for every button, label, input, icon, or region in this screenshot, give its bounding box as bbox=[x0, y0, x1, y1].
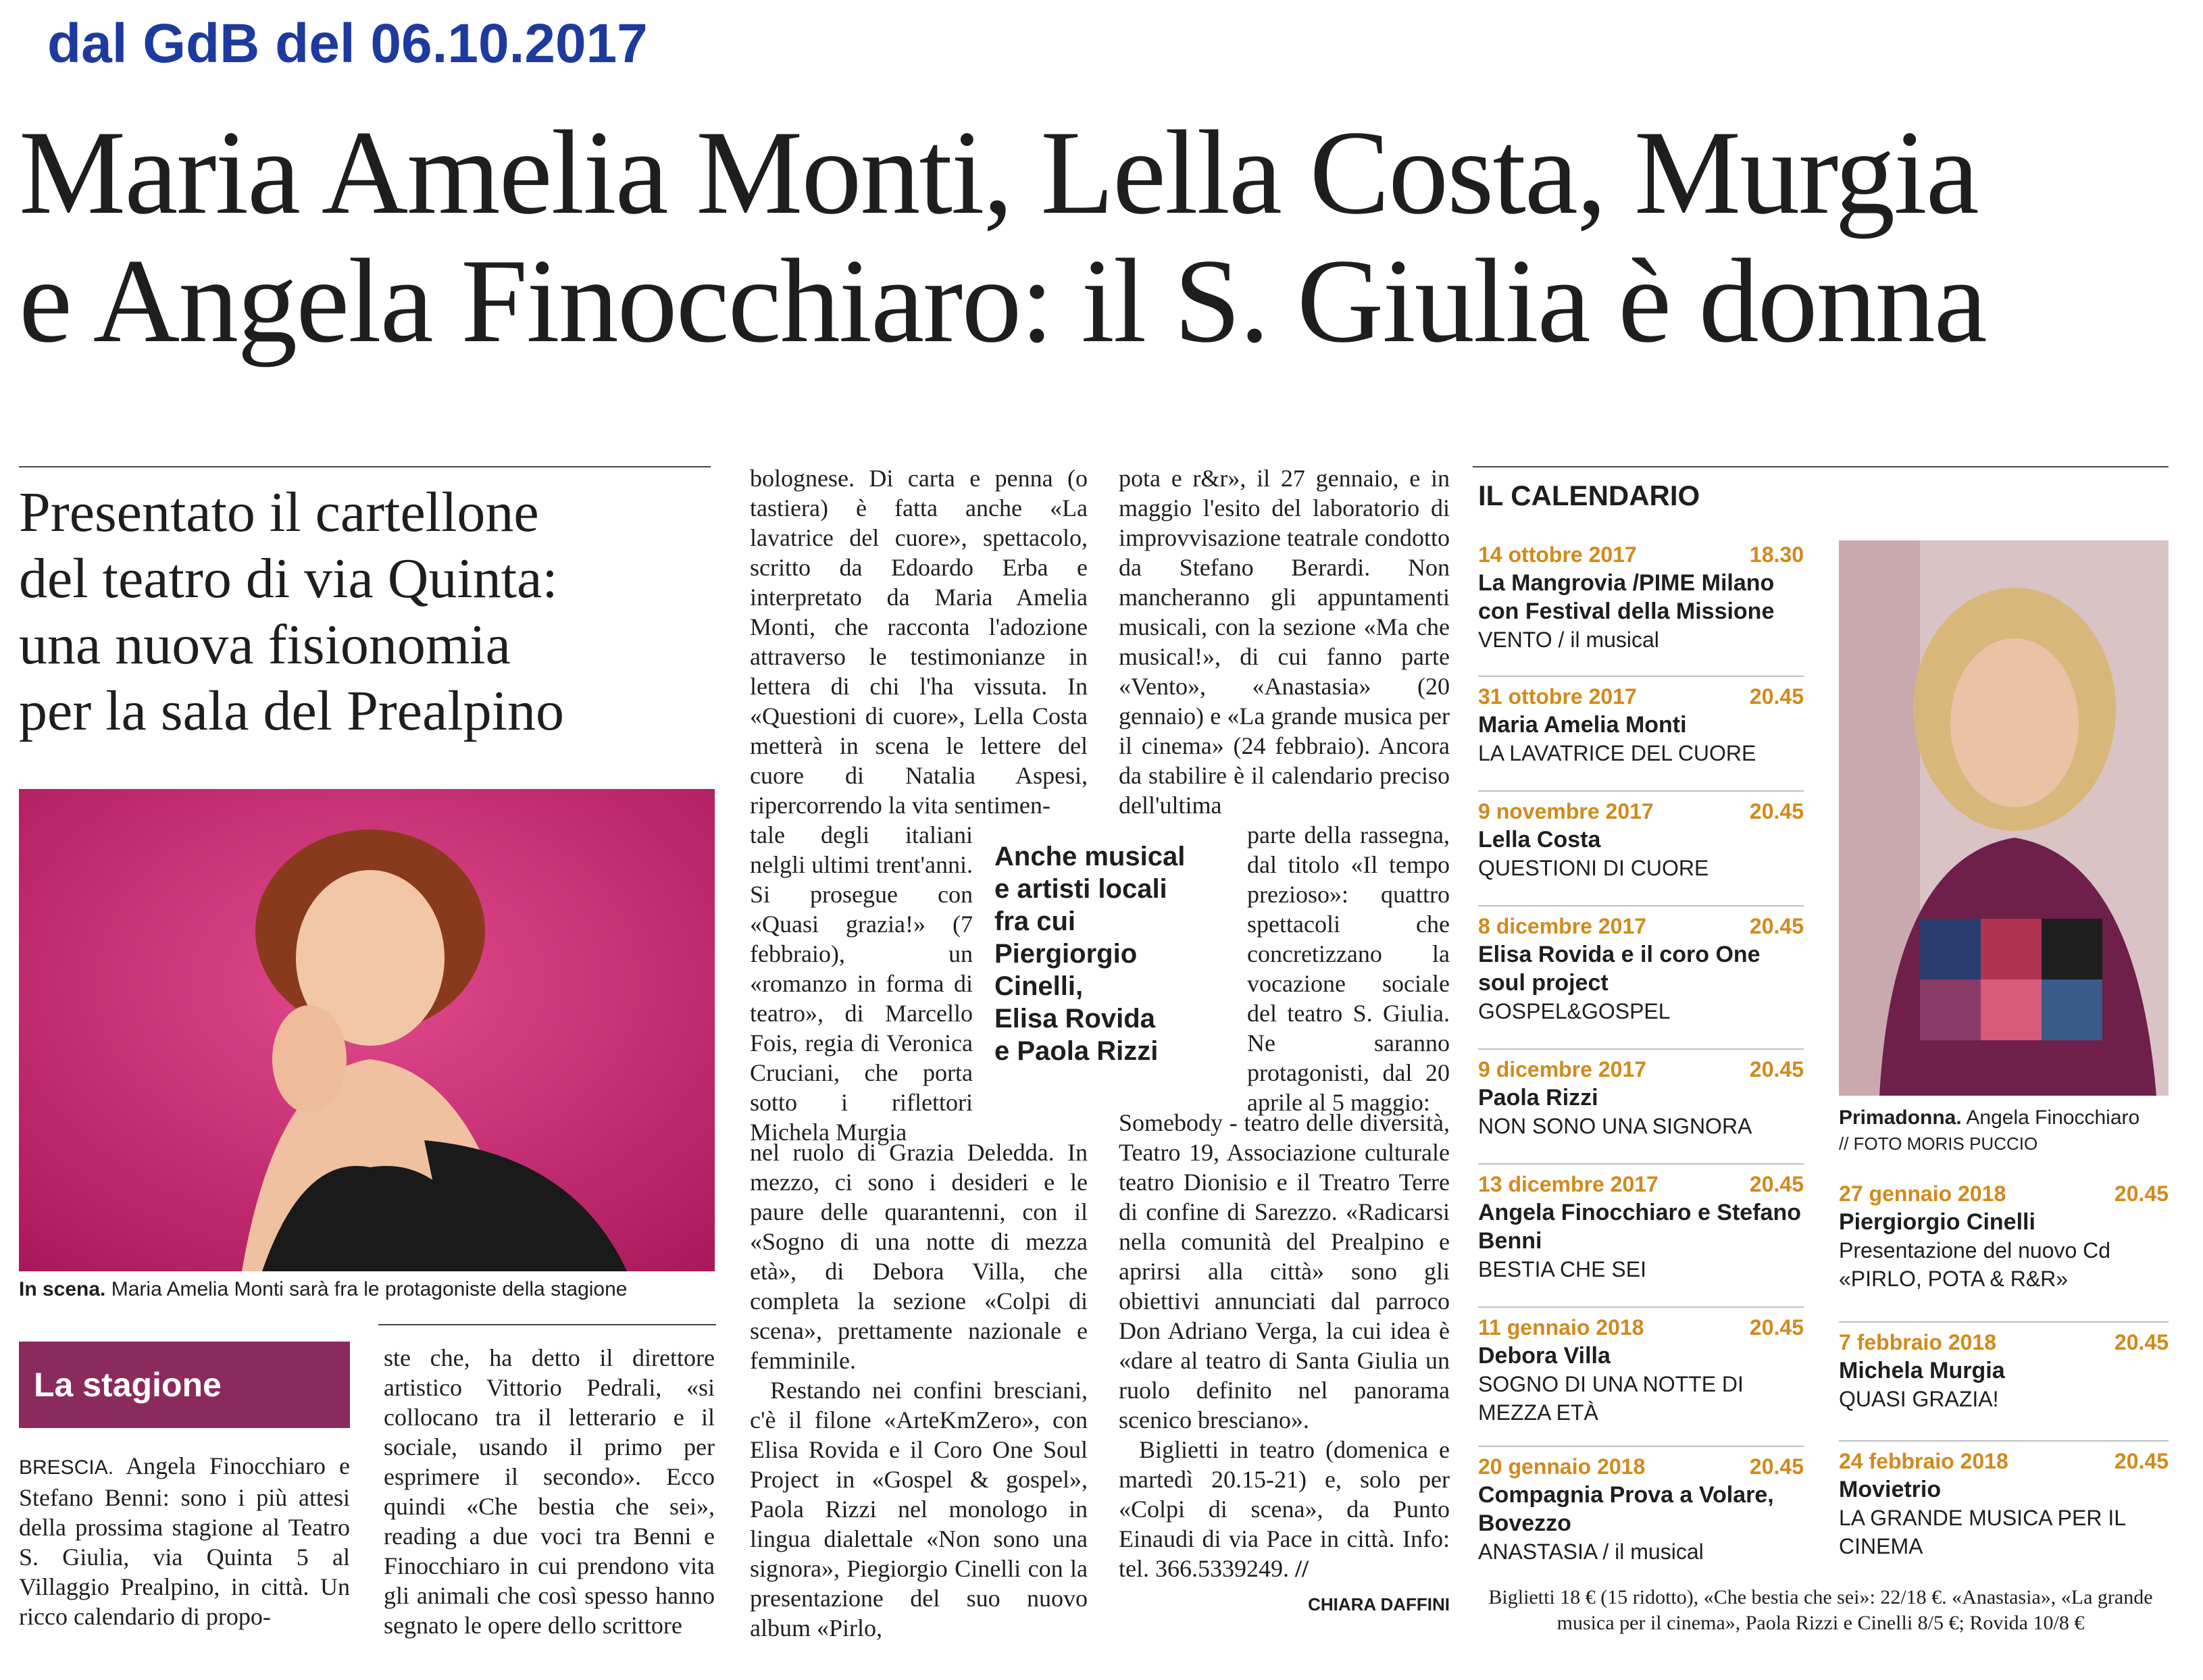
calendar-date: 8 dicembre 2017 bbox=[1478, 914, 1647, 938]
calendar-date: 14 ottobre 2017 bbox=[1478, 542, 1637, 567]
body-text: parte della rassegna, dal titolo «Il tempo prezioso»: quattro spettacoli che concretizzano la vocazione sociale del teatro S. Giulia. Ne saranno protagonisti, dal 20 aprile al 5 maggio: bbox=[1247, 821, 1450, 1116]
calendar-artist: Lella Costa bbox=[1478, 827, 1601, 852]
calendar-item bbox=[1478, 1055, 1804, 1140]
subtitle-line: una nuova fisionomia bbox=[19, 613, 511, 676]
body-column-3b bbox=[750, 820, 973, 1147]
subtitle-line: Presentato il cartellone bbox=[19, 481, 539, 544]
body-column-4b bbox=[1247, 820, 1450, 1117]
calendar-time: 18.30 bbox=[1749, 542, 1804, 567]
calendar-item bbox=[1478, 1170, 1804, 1283]
body-text-end: Biglietti in teatro (domenica e martedì 20.15-21) e, solo per «Colpi di scena», da Punto Einaudi di via Pace in città. Info: tel. 366.5339249. bbox=[1119, 1436, 1450, 1582]
calendar-artist: La Mangrovia /PIME Milano con Festival della Missione bbox=[1478, 570, 1775, 624]
body-column-4c bbox=[1119, 1108, 1450, 1619]
calendar-artist: Michela Murgia bbox=[1839, 1358, 2005, 1383]
body-text: pota e r&r», il 27 gennaio, e in maggio l'esito del laboratorio di improvvisazione teatrale condotto da Stefano Berardi. Non mancheranno gli appuntamenti musicali, con la sezione «Ma che musical!», di cui fanno parte «Vento», «Anastasia» (20 gennaio) e «La grande musica per il cinema» (24 febbraio). Ancora da stabilire è il calendario preciso dell'ultima bbox=[1119, 465, 1450, 819]
calendar-time: 20.45 bbox=[1749, 914, 1804, 938]
section-label: La stagione bbox=[19, 1342, 350, 1428]
calendar-show: GOSPEL&GOSPEL bbox=[1478, 999, 1671, 1023]
calendar-date: 9 dicembre 2017 bbox=[1478, 1057, 1647, 1081]
calendar-time: 20.45 bbox=[2114, 1181, 2169, 1206]
body-text: bolognese. Di carta e penna (o tastiera) è fatta anche «La lavatrice del cuore», spettacolo, scritto da Edoardo Erba e interpretato da Maria Amelia Monti, che racconta l'adozione attraverso le testimonianze in lettera di chi l'ha vissuta. In «Questioni di cuore», Lella Costa metterà in scena le lettere del cuore di Natalia Aspesi, ripercorrendo la vita sentimen- bbox=[750, 465, 1088, 819]
calendar-artist: Debora Villa bbox=[1478, 1343, 1611, 1369]
calendar-time: 20.45 bbox=[2114, 1330, 2169, 1354]
calendar-date: 27 gennaio 2018 bbox=[1839, 1181, 2006, 1206]
calendar-divider bbox=[1839, 1321, 2169, 1323]
subtitle bbox=[19, 480, 715, 744]
caption-lead: In scena. bbox=[19, 1278, 106, 1300]
dateline: BRESCIA. bbox=[19, 1456, 114, 1479]
pull-quote-line: fra cui bbox=[994, 907, 1076, 936]
calendar-show: NON SONO UNA SIGNORA bbox=[1478, 1114, 1752, 1138]
source-note: dal GdB del 06.10.2017 bbox=[47, 13, 648, 74]
body-text: Angela Finocchiaro e Stefano Benni: sono i più attesi della prossima stagione al Teatro S. Giulia, via Quinta 5 al Villaggio Prealpino, in città. Un ricco calendario di propo- bbox=[19, 1452, 350, 1630]
calendar-date: 9 novembre 2017 bbox=[1478, 799, 1654, 823]
calendar-item bbox=[1478, 682, 1804, 767]
subtitle-line: del teatro di via Quinta: bbox=[19, 547, 558, 610]
calendar-date: 20 gennaio 2018 bbox=[1478, 1454, 1646, 1479]
pull-quote-line: e artisti locali bbox=[994, 874, 1167, 904]
calendar-item bbox=[1478, 1313, 1804, 1427]
pull-quote-line: Elisa Rovida bbox=[994, 1004, 1155, 1034]
photo-credit: // FOTO MORIS PUCCIO bbox=[1839, 1134, 2038, 1154]
calendar-divider bbox=[1478, 1048, 1804, 1050]
pull-quote-line: Anche musical bbox=[994, 842, 1186, 871]
rule-subtitle bbox=[19, 466, 711, 467]
calendar-item bbox=[1478, 797, 1804, 882]
body-column-2 bbox=[384, 1343, 715, 1640]
caption-text: Angela Finocchiaro bbox=[1966, 1106, 2140, 1129]
subtitle-line: per la sala del Prealpino bbox=[19, 680, 565, 742]
calendar-time: 20.45 bbox=[1749, 1172, 1804, 1196]
calendar-date: 11 gennaio 2018 bbox=[1478, 1315, 1644, 1340]
calendar-divider bbox=[1478, 1446, 1804, 1447]
calendar-show: QUASI GRAZIA! bbox=[1839, 1387, 1999, 1411]
calendar-date: 7 febbraio 2018 bbox=[1839, 1330, 1996, 1354]
photo2-caption bbox=[1839, 1105, 2169, 1156]
headline-line-2: e Angela Finocchiaro: il S. Giulia è donna bbox=[19, 234, 1986, 367]
calendar-artist: Movietrio bbox=[1839, 1477, 1942, 1502]
calendar-show: ANASTASIA / il musical bbox=[1478, 1539, 1704, 1564]
pull-quote-line: Piergiorgio bbox=[994, 939, 1138, 969]
calendar-date: 24 febbraio 2018 bbox=[1839, 1449, 2008, 1473]
calendar-item bbox=[1839, 1328, 2169, 1413]
calendar-artist: Piergiorgio Cinelli bbox=[1839, 1209, 2035, 1235]
headline-line-1: Maria Amelia Monti, Lella Costa, Murgia bbox=[19, 105, 1978, 239]
calendar-item bbox=[1478, 912, 1804, 1025]
calendar-show: QUESTIONI DI CUORE bbox=[1478, 856, 1709, 880]
body-text: Restando nei confini bresciani, c'è il filone «ArteKmZero», con Elisa Rovida e il Coro One Soul Project in «Gospel & gospel», Paola Rizzi nel monologo in lingua dialettale «Non sono una signora», Piegiorgio Cinelli con la presentazione del suo nuovo album «Pirlo, bbox=[750, 1377, 1088, 1641]
body-column-1 bbox=[19, 1451, 350, 1631]
body-text: ste che, ha detto il direttore artistico Vittorio Pedrali, «si collocano tra il letterario e il sociale, usando il primo per esprimere il secondo». Ecco quindi «Che bestia che sei», reading a due voci tra Benni e Finocchiaro in cui prendono vita gli animali che così spesso hanno segnato le opere dello scrittore bbox=[384, 1344, 715, 1639]
rule-calendar bbox=[1473, 466, 2169, 467]
calendar-artist: Elisa Rovida e il coro One soul project bbox=[1478, 942, 1761, 996]
calendar-item bbox=[1478, 1452, 1804, 1566]
calendar-time: 20.45 bbox=[1749, 1315, 1804, 1340]
calendar-divider bbox=[1478, 790, 1804, 792]
calendar-artist: Angela Finocchiaro e Stefano Benni bbox=[1478, 1200, 1801, 1254]
body-column-3c bbox=[750, 1138, 1088, 1643]
body-text bbox=[1119, 1435, 1450, 1583]
calendar-show: LA GRANDE MUSICA PER IL CINEMA bbox=[1839, 1506, 2125, 1558]
calendar-show: Presentazione del nuovo Cd «PIRLO, POTA & R&R» bbox=[1839, 1238, 2111, 1291]
pull-quote-line: Cinelli, bbox=[994, 971, 1084, 1001]
calendar-time: 20.45 bbox=[1749, 684, 1804, 709]
calendar-item bbox=[1478, 540, 1804, 654]
calendar-date: 13 dicembre 2017 bbox=[1478, 1172, 1658, 1196]
calendar-artist: Compagnia Prova a Volare, Bovezzo bbox=[1478, 1482, 1774, 1536]
calendar-show: LA LAVATRICE DEL CUORE bbox=[1478, 741, 1756, 765]
calendar-show: BESTIA CHE SEI bbox=[1478, 1257, 1646, 1281]
calendar-show: SOGNO DI UNA NOTTE DI MEZZA ETÀ bbox=[1478, 1372, 1744, 1425]
calendar-divider bbox=[1478, 1163, 1804, 1165]
caption-text: Maria Amelia Monti sarà fra le protagoniste della stagione bbox=[111, 1278, 628, 1300]
body-text: Somebody - teatro delle diversità, Teatro 19, Associazione culturale teatro Dionisio e il Treatro Terre di confine di Sarezzo. «Radicarsi nella comunità del Prealpino e aprirsi alla città» sono gli obiettivi annunciati dal parroco Don Adriano Verga, la cui idea è «dare al teatro di Santa Giulia un ruolo definito nel panorama scenico bresciano». bbox=[1119, 1109, 1450, 1433]
byline: CHIARA DAFFINI bbox=[1308, 1594, 1450, 1614]
caption-lead: Primadonna. bbox=[1839, 1106, 1962, 1129]
calendar-time: 20.45 bbox=[1749, 1454, 1804, 1479]
calendar-divider bbox=[1839, 1440, 2169, 1442]
calendar-title: IL CALENDARIO bbox=[1478, 480, 1700, 511]
calendar-item bbox=[1839, 1179, 2169, 1293]
calendar-divider bbox=[1478, 1306, 1804, 1308]
body-column-3a bbox=[750, 463, 1088, 820]
body-column-4a bbox=[1119, 463, 1450, 820]
photo-maria-amelia-monti bbox=[19, 789, 715, 1271]
calendar-time: 20.45 bbox=[1749, 1057, 1804, 1081]
calendar-divider bbox=[1478, 676, 1804, 677]
pull-quote-line: e Paola Rizzi bbox=[994, 1036, 1159, 1066]
headline bbox=[19, 105, 2181, 367]
body-text: tale degli italiani nelgli ultimi trent'anni. Si prosegue con «Quasi grazia!» (7 febbraio), un «romanzo in forma di teatro», di Marcello Fois, regia di Veronica Cruciani, che porta sotto i riflettori Michela Murgia bbox=[750, 821, 973, 1146]
calendar-artist: Maria Amelia Monti bbox=[1478, 712, 1687, 738]
pull-quote bbox=[994, 840, 1197, 1067]
calendar-date: 31 ottobre 2017 bbox=[1478, 684, 1637, 709]
photo-angela-finocchiaro bbox=[1839, 540, 2169, 1096]
photo1-caption bbox=[19, 1277, 715, 1302]
calendar-time: 20.45 bbox=[1749, 799, 1804, 823]
calendar-item bbox=[1839, 1447, 2169, 1560]
calendar-divider bbox=[1478, 905, 1804, 907]
calendar-artist: Paola Rizzi bbox=[1478, 1085, 1598, 1111]
rule-col2 bbox=[378, 1324, 716, 1325]
body-text: nel ruolo di Grazia Deledda. In mezzo, ci sono i desideri e le paure delle quarantenni, con il «Sogno di una notte di mezza età», di Debora Villa, che completa la sezione «Colpi di scena», prettamente nazionale e femminile. bbox=[750, 1139, 1088, 1374]
end-mark: // bbox=[1294, 1555, 1309, 1582]
calendar-time: 20.45 bbox=[2114, 1449, 2169, 1473]
prices-note: Biglietti 18 € (15 ridotto), «Che bestia che sei»: 22/18 €. «Anastasia», «La grande musica per il cinema», Paola Rizzi e Cinelli 8/5 €; Rovida 10/8 € bbox=[1488, 1586, 2153, 1634]
calendar-show: VENTO / il musical bbox=[1478, 628, 1659, 652]
